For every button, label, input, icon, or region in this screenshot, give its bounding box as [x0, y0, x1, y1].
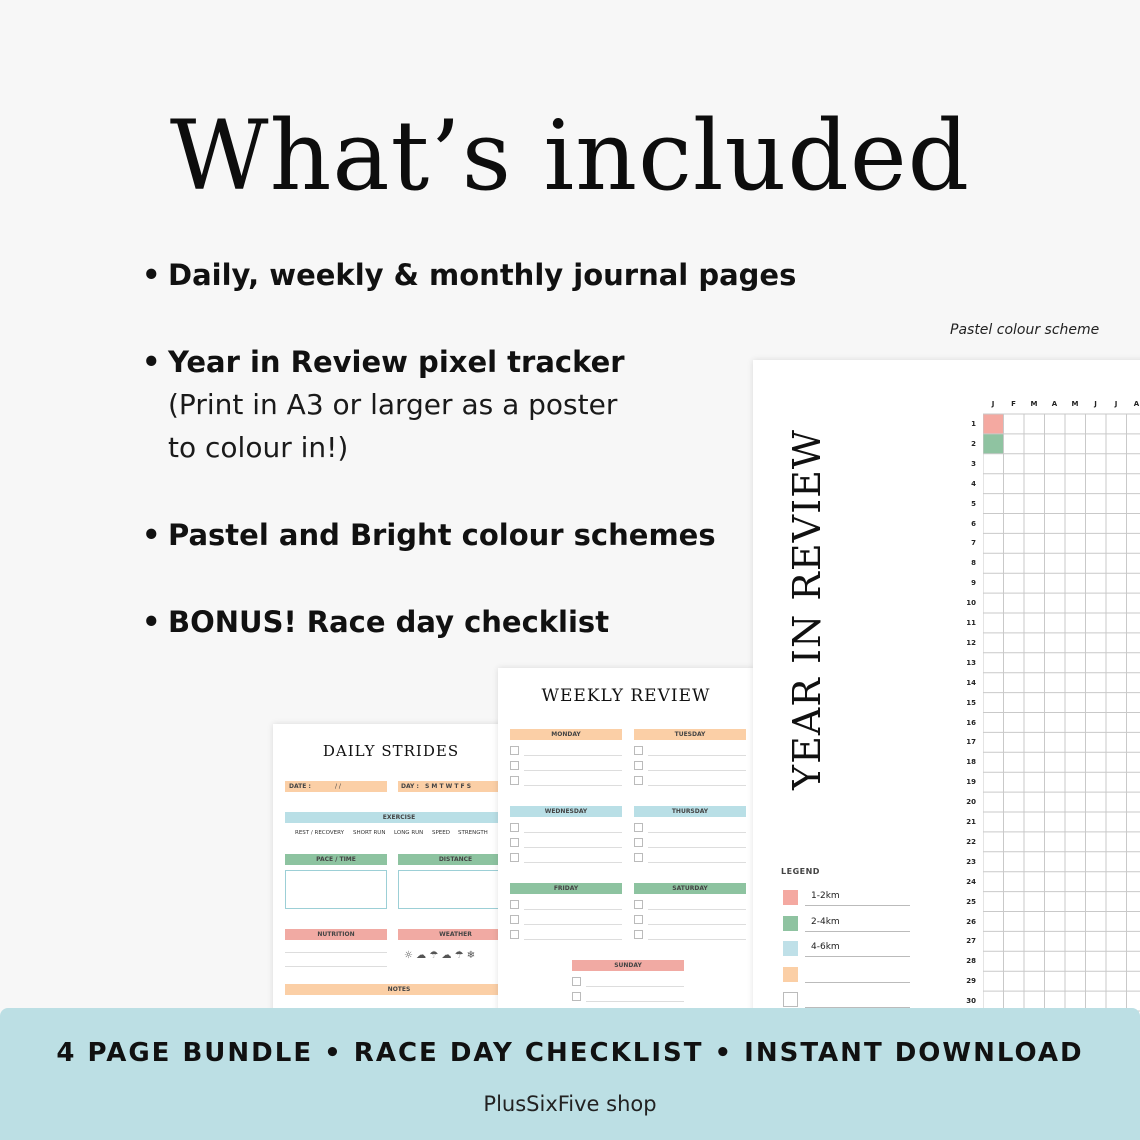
year-title: YEAR IN REVIEW [785, 429, 829, 790]
day-number: 9 [971, 579, 976, 588]
checkbox[interactable] [510, 853, 519, 862]
checkbox[interactable] [634, 761, 643, 770]
bullet-icon: • [142, 345, 161, 379]
day-number: 15 [966, 698, 976, 707]
day-number: 29 [966, 977, 976, 986]
legend-swatch [783, 967, 798, 982]
exercise-type: SHORT RUN [353, 830, 386, 836]
day-number: 11 [966, 619, 976, 627]
day-number: 10 [966, 599, 976, 608]
feature-subtext: (Print in A3 or larger as a poster [168, 388, 618, 421]
month-header: J [991, 400, 995, 408]
checkbox[interactable] [572, 992, 581, 1001]
day-number: 26 [966, 917, 976, 926]
month-header: F [1011, 400, 1016, 408]
month-header: A [1051, 400, 1058, 408]
date-bar [285, 781, 387, 792]
feature-item [142, 345, 625, 379]
weather-bar: WEATHER [398, 929, 513, 940]
day-bar-wednesday: WEDNESDAY [510, 806, 622, 817]
checklist-line [524, 832, 622, 833]
year-in-review-page [753, 360, 1140, 1040]
day-number: 3 [971, 459, 976, 468]
day-number: 17 [966, 738, 976, 747]
notes-bar: NOTES [285, 984, 513, 995]
day-number: 8 [971, 559, 976, 568]
checklist-line [648, 909, 746, 910]
pace-box [285, 870, 387, 909]
legend-label: 2-4km [811, 916, 840, 927]
legend-line [805, 982, 910, 983]
checklist-line [524, 755, 622, 756]
date-label: DATE : [289, 783, 311, 790]
daily-title: DAILY STRIDES [322, 742, 460, 760]
checkbox[interactable] [510, 915, 519, 924]
legend-title: LEGEND [781, 867, 820, 876]
day-number: 19 [966, 778, 976, 787]
day-number: 22 [966, 837, 976, 846]
checkbox[interactable] [634, 900, 643, 909]
checkbox[interactable] [634, 930, 643, 939]
checklist-line [648, 755, 746, 756]
distance-bar: DISTANCE [398, 854, 513, 865]
checklist-line [648, 832, 746, 833]
exercise-type: SPEED [432, 830, 450, 836]
checklist-line [524, 939, 622, 940]
weather-icons: ☼ ☁ ☂ ☁ ☂ ❄ [404, 950, 476, 961]
day-bar-saturday: SATURDAY [634, 883, 746, 894]
bullet-icon: • [142, 518, 161, 552]
weekly-title: WEEKLY REVIEW [541, 686, 711, 706]
checklist-line [586, 986, 684, 987]
day-number: 4 [971, 479, 976, 488]
checklist-line [524, 785, 622, 786]
banner-headline: 4 PAGE BUNDLE • RACE DAY CHECKLIST • INSTANT DOWNLOAD [56, 1038, 1084, 1068]
day-bar-friday: FRIDAY [510, 883, 622, 894]
nutrition-line [285, 966, 387, 967]
checkbox[interactable] [510, 776, 519, 785]
legend-line [805, 956, 910, 957]
day-number: 5 [971, 499, 976, 508]
day-number: 21 [966, 818, 976, 826]
day-number: 7 [971, 539, 976, 548]
legend-swatch [783, 941, 798, 956]
checkbox[interactable] [634, 746, 643, 755]
month-header: J [1094, 400, 1097, 408]
day-bar-monday: MONDAY [510, 729, 622, 740]
day-number: 30 [966, 997, 976, 1006]
exercise-type: REST / RECOVERY [295, 830, 344, 836]
filled-pixel [983, 434, 1004, 454]
checklist-line [524, 862, 622, 863]
day-number: 28 [966, 957, 976, 966]
pixel-grid [966, 400, 1140, 1016]
daily-strides-page [273, 724, 513, 1024]
bullet-icon: • [142, 258, 161, 292]
checkbox[interactable] [634, 838, 643, 847]
scheme-label: Pastel colour scheme [950, 322, 1100, 338]
checklist-line [524, 770, 622, 771]
day-number: 6 [971, 519, 976, 528]
legend-label: 4-6km [811, 942, 840, 952]
day-number: 20 [966, 798, 976, 807]
feature-subtext: to colour in!) [168, 431, 349, 464]
feature-text: Pastel and Bright colour schemes [168, 518, 716, 552]
filled-pixel [983, 414, 1004, 434]
checklist-line [586, 1001, 684, 1002]
month-header: A [1133, 400, 1140, 408]
day-bar-thursday: THURSDAY [634, 806, 746, 817]
checkbox[interactable] [510, 900, 519, 909]
day-number: 13 [966, 658, 976, 667]
checklist-line [524, 909, 622, 910]
checkbox[interactable] [634, 776, 643, 785]
checklist-line [648, 785, 746, 786]
day-number: 18 [966, 758, 976, 767]
page-title: What’s included [169, 100, 971, 212]
feature-text: Daily, weekly & monthly journal pages [168, 258, 797, 292]
day-number: 24 [966, 877, 976, 886]
month-header: J [1114, 400, 1118, 408]
feature-item [142, 258, 796, 292]
distance-box [398, 870, 513, 909]
feature-item [142, 518, 716, 552]
legend-swatch [783, 890, 798, 905]
checkbox[interactable] [634, 823, 643, 832]
exercise-type: LONG RUN [394, 830, 424, 836]
exercise-type: STRENGTH [458, 830, 488, 836]
checklist-line [648, 862, 746, 863]
legend-label: 1-2km [811, 891, 840, 901]
nutrition-bar: NUTRITION [285, 929, 387, 940]
day-number: 2 [971, 439, 976, 448]
day-letters: S M T W T F S [424, 783, 472, 790]
legend-line [805, 931, 910, 932]
checkbox[interactable] [510, 761, 519, 770]
legend-line [805, 905, 910, 906]
date-slashes: / / [334, 783, 341, 790]
shop-name: PlusSixFive shop [483, 1092, 657, 1116]
checkbox[interactable] [510, 838, 519, 847]
day-bar [398, 781, 513, 792]
checkbox[interactable] [510, 930, 519, 939]
day-number: 1 [971, 420, 976, 428]
day-number: 16 [966, 718, 976, 727]
weekly-review-page [498, 668, 754, 1028]
day-number: 23 [966, 857, 976, 866]
checklist-line [648, 770, 746, 771]
pace-bar: PACE / TIME [285, 854, 387, 865]
checkbox[interactable] [510, 746, 519, 755]
day-bar-sunday: SUNDAY [572, 960, 684, 971]
legend-swatch [783, 992, 798, 1007]
feature-text: BONUS! Race day checklist [168, 605, 610, 639]
day-number: 25 [966, 897, 976, 906]
grid-lines [983, 412, 1140, 1012]
month-header: M [1030, 400, 1038, 408]
checklist-line [648, 924, 746, 925]
day-number: 27 [966, 937, 976, 946]
checkbox[interactable] [510, 823, 519, 832]
feature-item [142, 605, 609, 639]
day-number: 12 [966, 638, 976, 647]
exercise-bar: EXERCISE [285, 812, 513, 823]
legend-swatch [783, 916, 798, 931]
bottom-banner [0, 1008, 1140, 1140]
checklist-line [648, 847, 746, 848]
feature-text: Year in Review pixel tracker [168, 345, 625, 379]
checkbox[interactable] [634, 853, 643, 862]
month-header: M [1071, 400, 1079, 408]
day-label: DAY : [401, 783, 419, 790]
checkbox[interactable] [572, 977, 581, 986]
day-bar-tuesday: TUESDAY [634, 729, 746, 740]
checklist-line [524, 924, 622, 925]
checklist-line [648, 939, 746, 940]
checkbox[interactable] [634, 915, 643, 924]
bullet-icon: • [142, 605, 161, 639]
day-number: 14 [966, 678, 976, 687]
checklist-line [524, 847, 622, 848]
nutrition-line [285, 952, 387, 953]
